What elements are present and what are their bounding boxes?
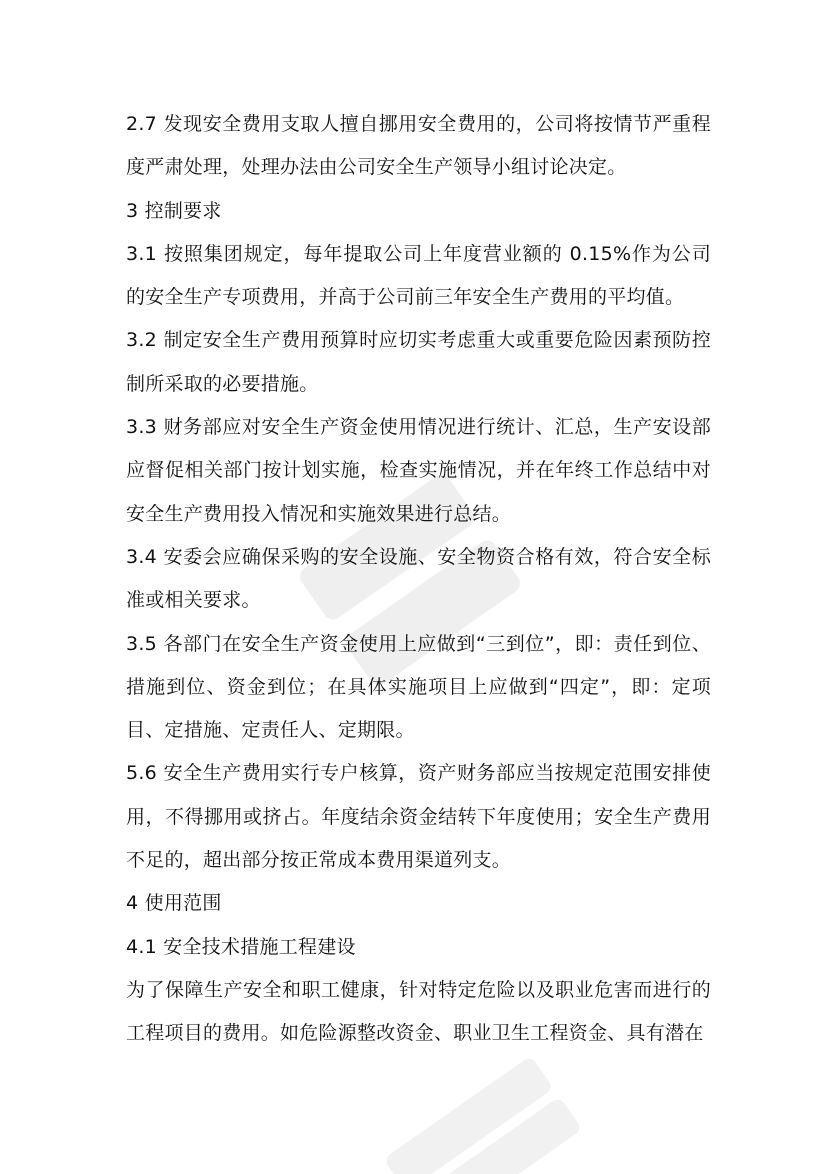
heading-4-1: 4.1 安全技术措施工程建设 [126,935,356,958]
document-body [126,103,711,1056]
paragraph-3-1: 3.1 按照集团规定，每年提取公司上年度营业额的 0.15%作为公司的安全生产专项费用，并高于公司前三年安全生产费用的平均值。 [126,242,711,309]
paragraph-2-7: 2.7 发现安全费用支取人擅自挪用安全费用的，公司将按情节严重程度严肃处理，处理办法由公司安全生产领导小组讨论决定。 [126,113,711,179]
paragraph-3-2: 3.2 制定安全生产费用预算时应切实考虑重大或重要危险因素预防控制所采取的必要措施。 [126,329,711,395]
paragraph-5-6: 5.6 安全生产费用实行专户核算，资产财务部应当按规定范围安排使用，不得挪用或挤占。年度结余资金结转下年度使用；安全生产费用不足的，超出部分按正常成本费用渠道列支。 [126,762,711,872]
paragraph-3-5: 3.5 各部门在安全生产资金使用上应做到“三到位”，即：责任到位、措施到位、资金到位；在具体实施项目上应做到“四定”，即：定项目、定措施、定责任人、定期限。 [126,632,711,742]
heading-section-3: 3 控制要求 [126,199,222,222]
paragraph-4-1-body: 为了保障生产安全和职工健康，针对特定危险以及职业危害而进行的工程项目的费用。如危险源整改资金、职业卫生工程资金、具有潜在 [126,978,711,1045]
paragraph-3-3: 3.3 财务部应对安全生产资金使用情况进行统计、汇总，生产安设部应督促相关部门按计划实施，检查实施情况，并在年终工作总结中对安全生产费用投入情况和实施效果进行总结。 [126,416,711,525]
paragraph-3-4: 3.4 安委会应确保采购的安全设施、安全物资合格有效，符合安全标准或相关要求。 [126,545,711,612]
heading-section-4: 4 使用范围 [126,892,222,915]
